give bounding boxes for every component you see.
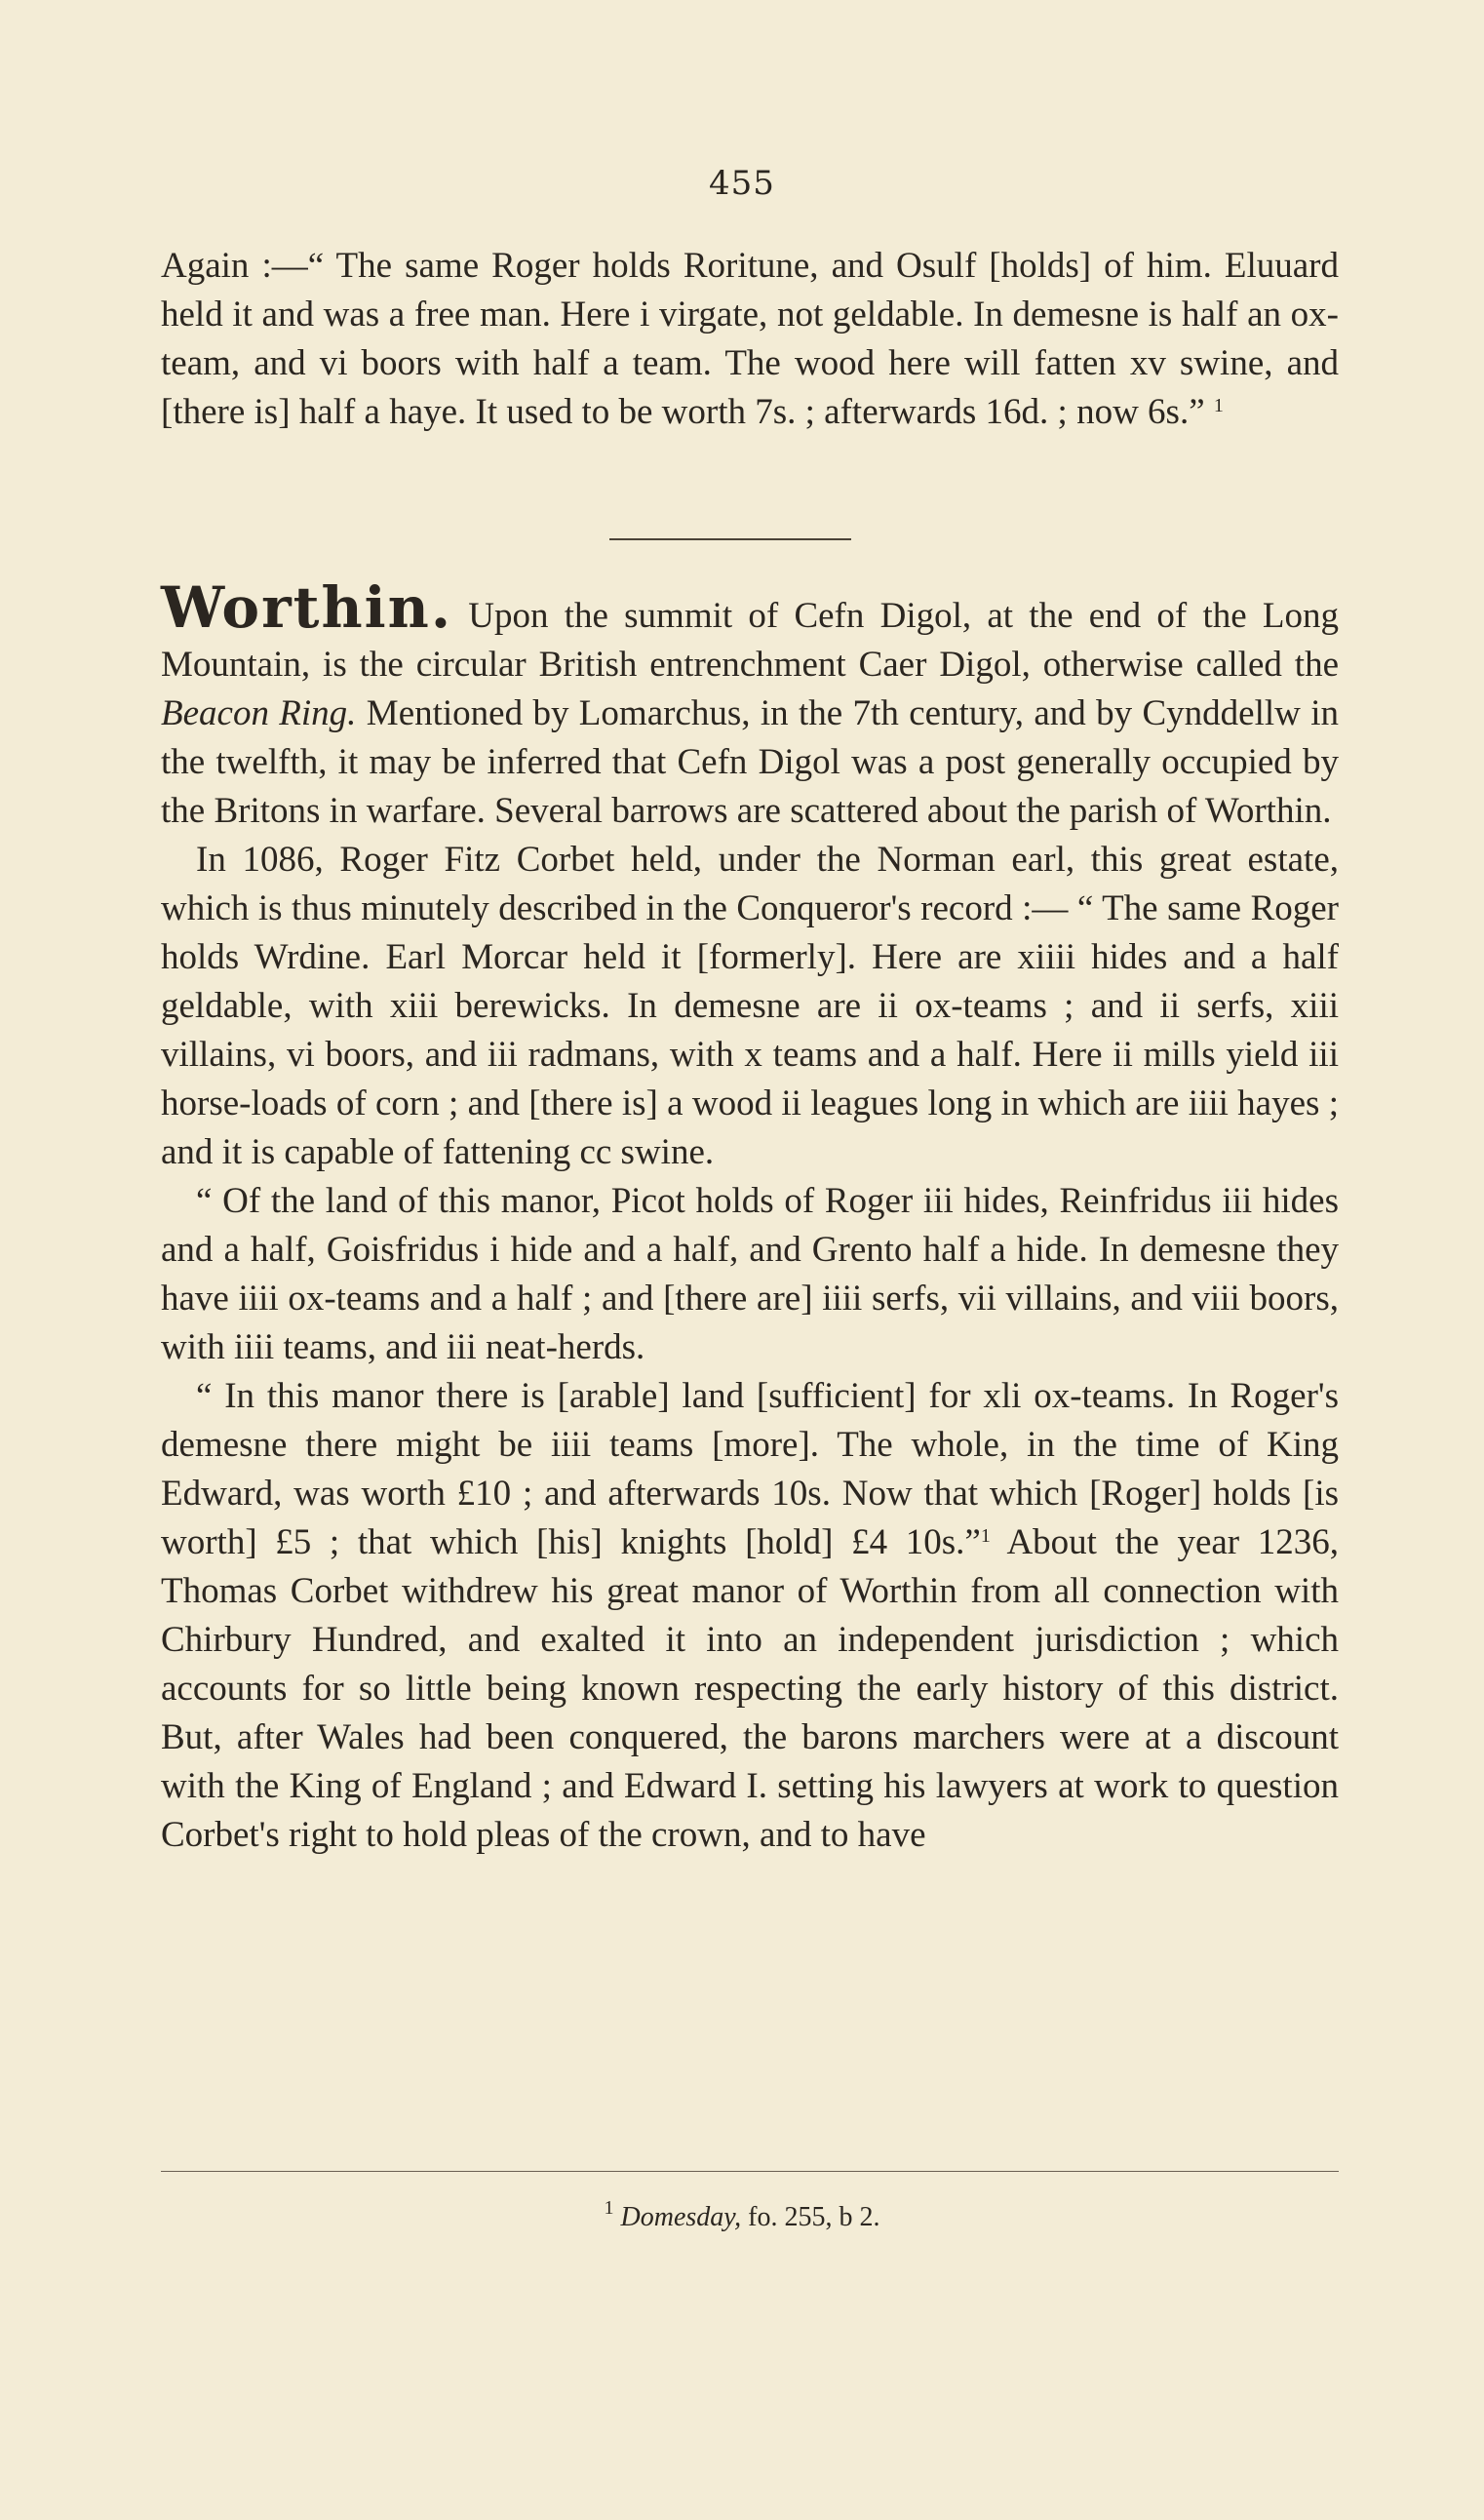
worthin-intro-text: Upon the summit of Cefn Digol, at the end of the Long Mountain, is the circular British entrenchment Caer Digol, otherwise called the	[161, 596, 1339, 685]
worthin-intro-continued: Mentioned by Lomarchus, in the 7th century, and by Cynddellw in the twelfth, it may be inferred that Cefn Digol was a post generally occupied by the Britons in warfare. Several barrows are scattered about the parish of Worthin.	[161, 693, 1339, 831]
footnote-reference: 1	[1213, 395, 1224, 416]
section-divider	[609, 538, 851, 540]
paragraph-roritune-text: Again :—“ The same Roger holds Roritune, and Osulf [holds] of him. Eluuard held it and was a free man. Here i virgate, not geldable. In demesne is half an ox-team, and vi boors with half a team. The wood here will fatten xv swine, and [there is] half a haye. It used to be worth 7s. ; afterwards 16d. ; now 6s.”	[161, 246, 1339, 432]
section-worthin	[161, 574, 1339, 1860]
footnote	[0, 2197, 1484, 2233]
paragraph-land-of-manor: “ Of the land of this manor, Picot holds of Roger iii hides, Reinfridus iii hides and a half, Goisfridus i hide and a half, and Grento half a hide. In demesne they have iiii ox-teams and a half ; and [there are] iiii serfs, vii villains, and viii boors, with iiii teams, and iii neat-herds.	[161, 1181, 1339, 1367]
beacon-ring-italic: Beacon Ring.	[161, 693, 357, 733]
paragraph-arable-land-text: “ In this manor there is [arable] land [sufficient] for xli ox-teams. In Roger's demesne there might be iiii teams [more]. The whole, in the time of King Edward, was worth £10 ; and afterwards 10s. Now that which [Roger] holds [is worth] £5 ; that which [his] knights [hold] £4 10s.”	[161, 1376, 1339, 1562]
page-number: 455	[709, 164, 775, 203]
footnote-divider	[161, 2171, 1339, 2172]
footnote-source: Domesday,	[620, 2202, 742, 2232]
footnote-mark: 1	[604, 2197, 614, 2219]
footnote-reference: 1	[980, 1525, 991, 1547]
footnote-reference-text: fo. 255, b 2.	[741, 2202, 880, 2232]
paragraph-roritune	[161, 242, 1339, 437]
section-heading-worthin: Worthin.	[161, 574, 453, 641]
paragraph-1086: In 1086, Roger Fitz Corbet held, under the Norman earl, this great estate, which is thus minutely described in the Conqueror's record :— “ The same Roger holds Wrdine. Earl Morcar held it [formerly]. Here are xiiii hides and a half geldable, with xiii berewicks. In demesne are ii ox-teams ; and ii serfs, xiii villains, vi boors, and iii radmans, with x teams and a half. Here ii mills yield iii horse-loads of corn ; and [there is] a wood ii leagues long in which are iiii hayes ; and it is capable of fattening cc swine.	[161, 840, 1339, 1172]
paragraph-corbet-jurisdiction: About the year 1236, Thomas Corbet withdrew his great manor of Worthin from all connection with Chirbury Hundred, and exalted it into an independent jurisdiction ; which accounts for so little being known respecting the early history of this district. But, after Wales had been conquered, the barons marchers were at a discount with the King of England ; and Edward I. setting his lawyers at work to question Corbet's right to hold pleas of the crown, and to have	[161, 1522, 1339, 1855]
paragraph-arable-land	[161, 1372, 1339, 1860]
